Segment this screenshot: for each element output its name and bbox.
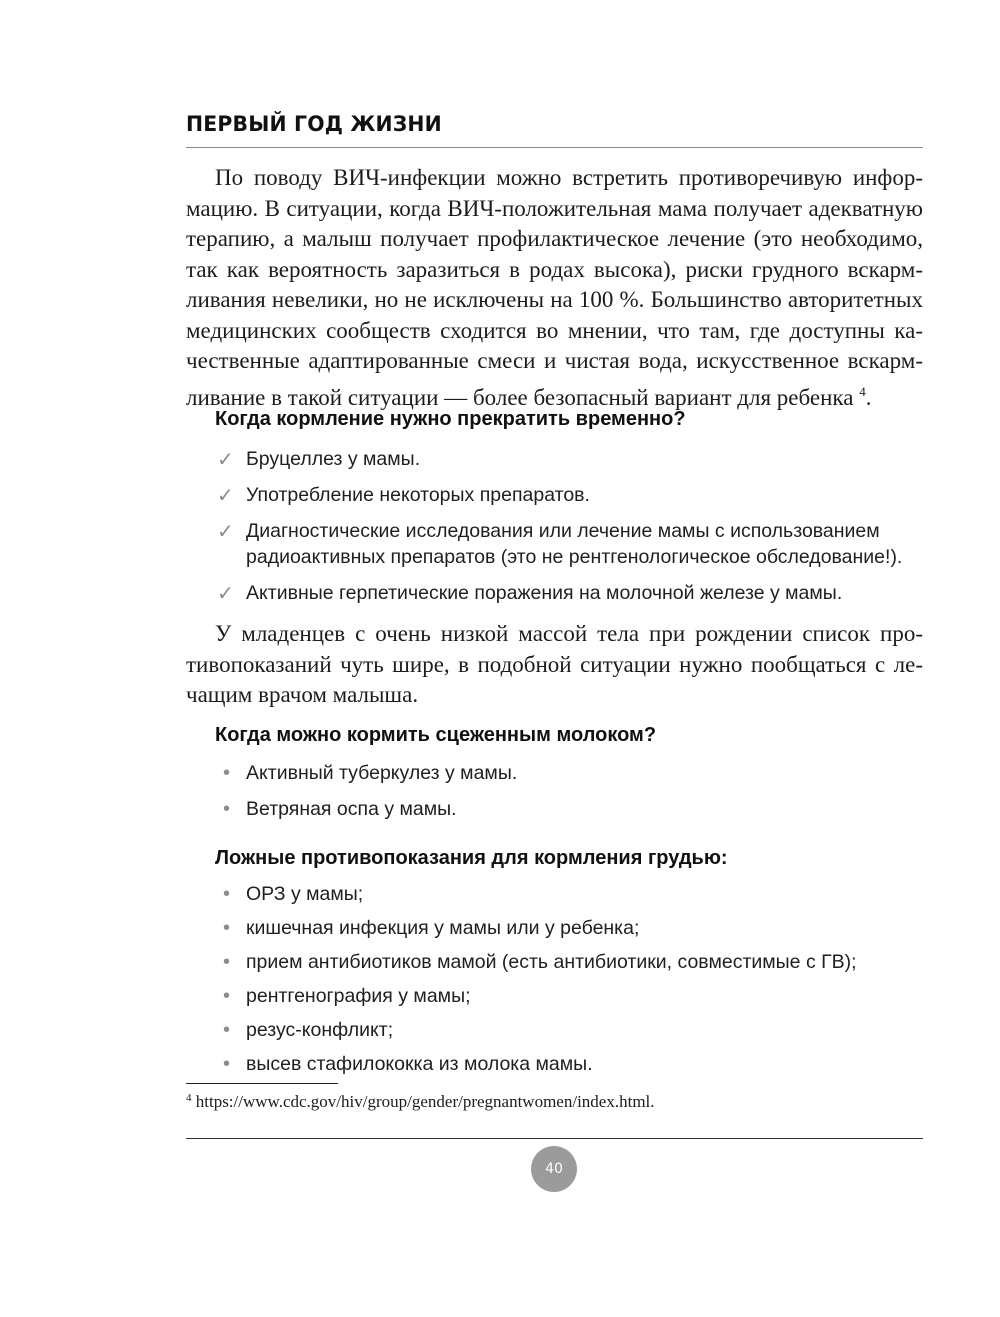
paragraph-line: мацию. В ситуации, когда ВИЧ-положительная мама получает адекватную bbox=[186, 195, 923, 221]
checkmark-icon: ✓ bbox=[217, 581, 234, 605]
footnote-ref[interactable]: 4 bbox=[859, 383, 866, 399]
paragraph-line: чественные адаптированные смеси и чистая вода, искусственное вскарм- bbox=[186, 348, 923, 373]
checklist-item bbox=[217, 580, 927, 606]
checklist-item-text: Употребление некоторых препаратов. bbox=[246, 484, 590, 506]
checkmark-icon: ✓ bbox=[217, 447, 234, 471]
paragraph-line: тивопоказаний чуть шире, в подобной ситуации нужно пообщаться с ле- bbox=[186, 651, 923, 677]
checklist-item bbox=[217, 482, 927, 508]
checkmark-icon: ✓ bbox=[217, 519, 234, 543]
page-header-title: ПЕРВЫЙ ГОД ЖИЗНИ bbox=[186, 112, 442, 136]
bullet-item bbox=[217, 881, 927, 907]
paragraph-line: терапию, а малыш получает профилактическое лечение (это необходимо, bbox=[186, 226, 923, 251]
paragraph-line: чащим врачом малыша. bbox=[186, 682, 419, 707]
checklist-item bbox=[217, 518, 927, 570]
footer-divider bbox=[186, 1138, 923, 1139]
checklist-item-text: радиоактивных препаратов (это не рентгенологическое обследование!). bbox=[246, 546, 903, 568]
paragraph-line: ливания невелики, но не исключены на 100 %. Большинство авторитетных bbox=[186, 287, 923, 312]
bullet-item-text: рентгенография у мамы; bbox=[246, 985, 471, 1007]
paragraph-line: У младенцев с очень низкой массой тела при рождении список про- bbox=[215, 621, 923, 646]
bullet-icon: • bbox=[223, 1019, 231, 1041]
bullet-item bbox=[217, 1051, 927, 1077]
checkmark-icon: ✓ bbox=[217, 483, 234, 507]
checklist-item-text: Диагностические исследования или лечение мамы с использованием bbox=[246, 520, 880, 542]
bullet-icon: • bbox=[223, 985, 231, 1007]
checklist-item-text: Бруцеллез у мамы. bbox=[246, 448, 421, 470]
footnote-number: 4 bbox=[186, 1092, 192, 1104]
paragraph-line: медицинских сообществ сходится во мнении, что там, где доступны ка- bbox=[186, 317, 923, 343]
bullet-icon: • bbox=[223, 883, 231, 905]
bullet-icon: • bbox=[223, 917, 231, 939]
bullet-icon: • bbox=[223, 951, 231, 973]
bullet-item-text: кишечная инфекция у мамы или у ребенка; bbox=[246, 917, 640, 939]
hiv-paragraph bbox=[186, 163, 923, 413]
bullet-item bbox=[217, 796, 927, 822]
bullet-item-text: Активный туберкулез у мамы. bbox=[246, 762, 518, 784]
paragraph-end-punct: . bbox=[865, 384, 872, 410]
bullet-item bbox=[217, 1017, 927, 1043]
bullet-item bbox=[217, 949, 927, 975]
footnote bbox=[186, 1092, 655, 1112]
footnote-link[interactable]: https://www.cdc.gov/hiv/group/gender/pregnantwomen/index.html. bbox=[195, 1092, 655, 1111]
expressed-milk-heading: Когда можно кормить сцеженным молоком? bbox=[215, 724, 657, 746]
bullet-icon: • bbox=[223, 798, 231, 820]
temporary-stop-heading: Когда кормление нужно прекратить временно? bbox=[215, 408, 686, 430]
bullet-item-text: Ветряная оспа у мамы. bbox=[246, 798, 457, 820]
bullet-item bbox=[217, 760, 927, 786]
bullet-item-text: ОРЗ у мамы; bbox=[246, 883, 364, 905]
paragraph-line: По поводу ВИЧ-инфекции можно встретить противоречивую инфор- bbox=[215, 165, 923, 190]
paragraph-line: так как вероятность заразиться в родах высока), риски грудного вскарм- bbox=[186, 256, 923, 282]
bullet-icon: • bbox=[223, 1053, 231, 1075]
false-contra-heading: Ложные противопоказания для кормления грудью: bbox=[215, 847, 728, 869]
bullet-icon: • bbox=[223, 762, 231, 784]
bullet-item bbox=[217, 983, 927, 1009]
header-divider bbox=[186, 147, 923, 148]
paragraph-line-text: ливание в такой ситуации — более безопасный вариант для ребенка bbox=[186, 384, 854, 410]
page-number-badge: 40 bbox=[531, 1146, 577, 1192]
bullet-item bbox=[217, 915, 927, 941]
checklist-item-text: Активные герпетические поражения на молочной железе у мамы. bbox=[246, 582, 843, 604]
bullet-item-text: прием антибиотиков мамой (есть антибиотики, совместимые с ГВ); bbox=[246, 951, 857, 973]
low-weight-paragraph bbox=[186, 619, 923, 711]
checklist-item bbox=[217, 446, 927, 472]
footnote-divider bbox=[186, 1083, 338, 1084]
bullet-item-text: резус-конфликт; bbox=[246, 1019, 394, 1041]
bullet-item-text: высев стафилококка из молока мамы. bbox=[246, 1053, 593, 1075]
